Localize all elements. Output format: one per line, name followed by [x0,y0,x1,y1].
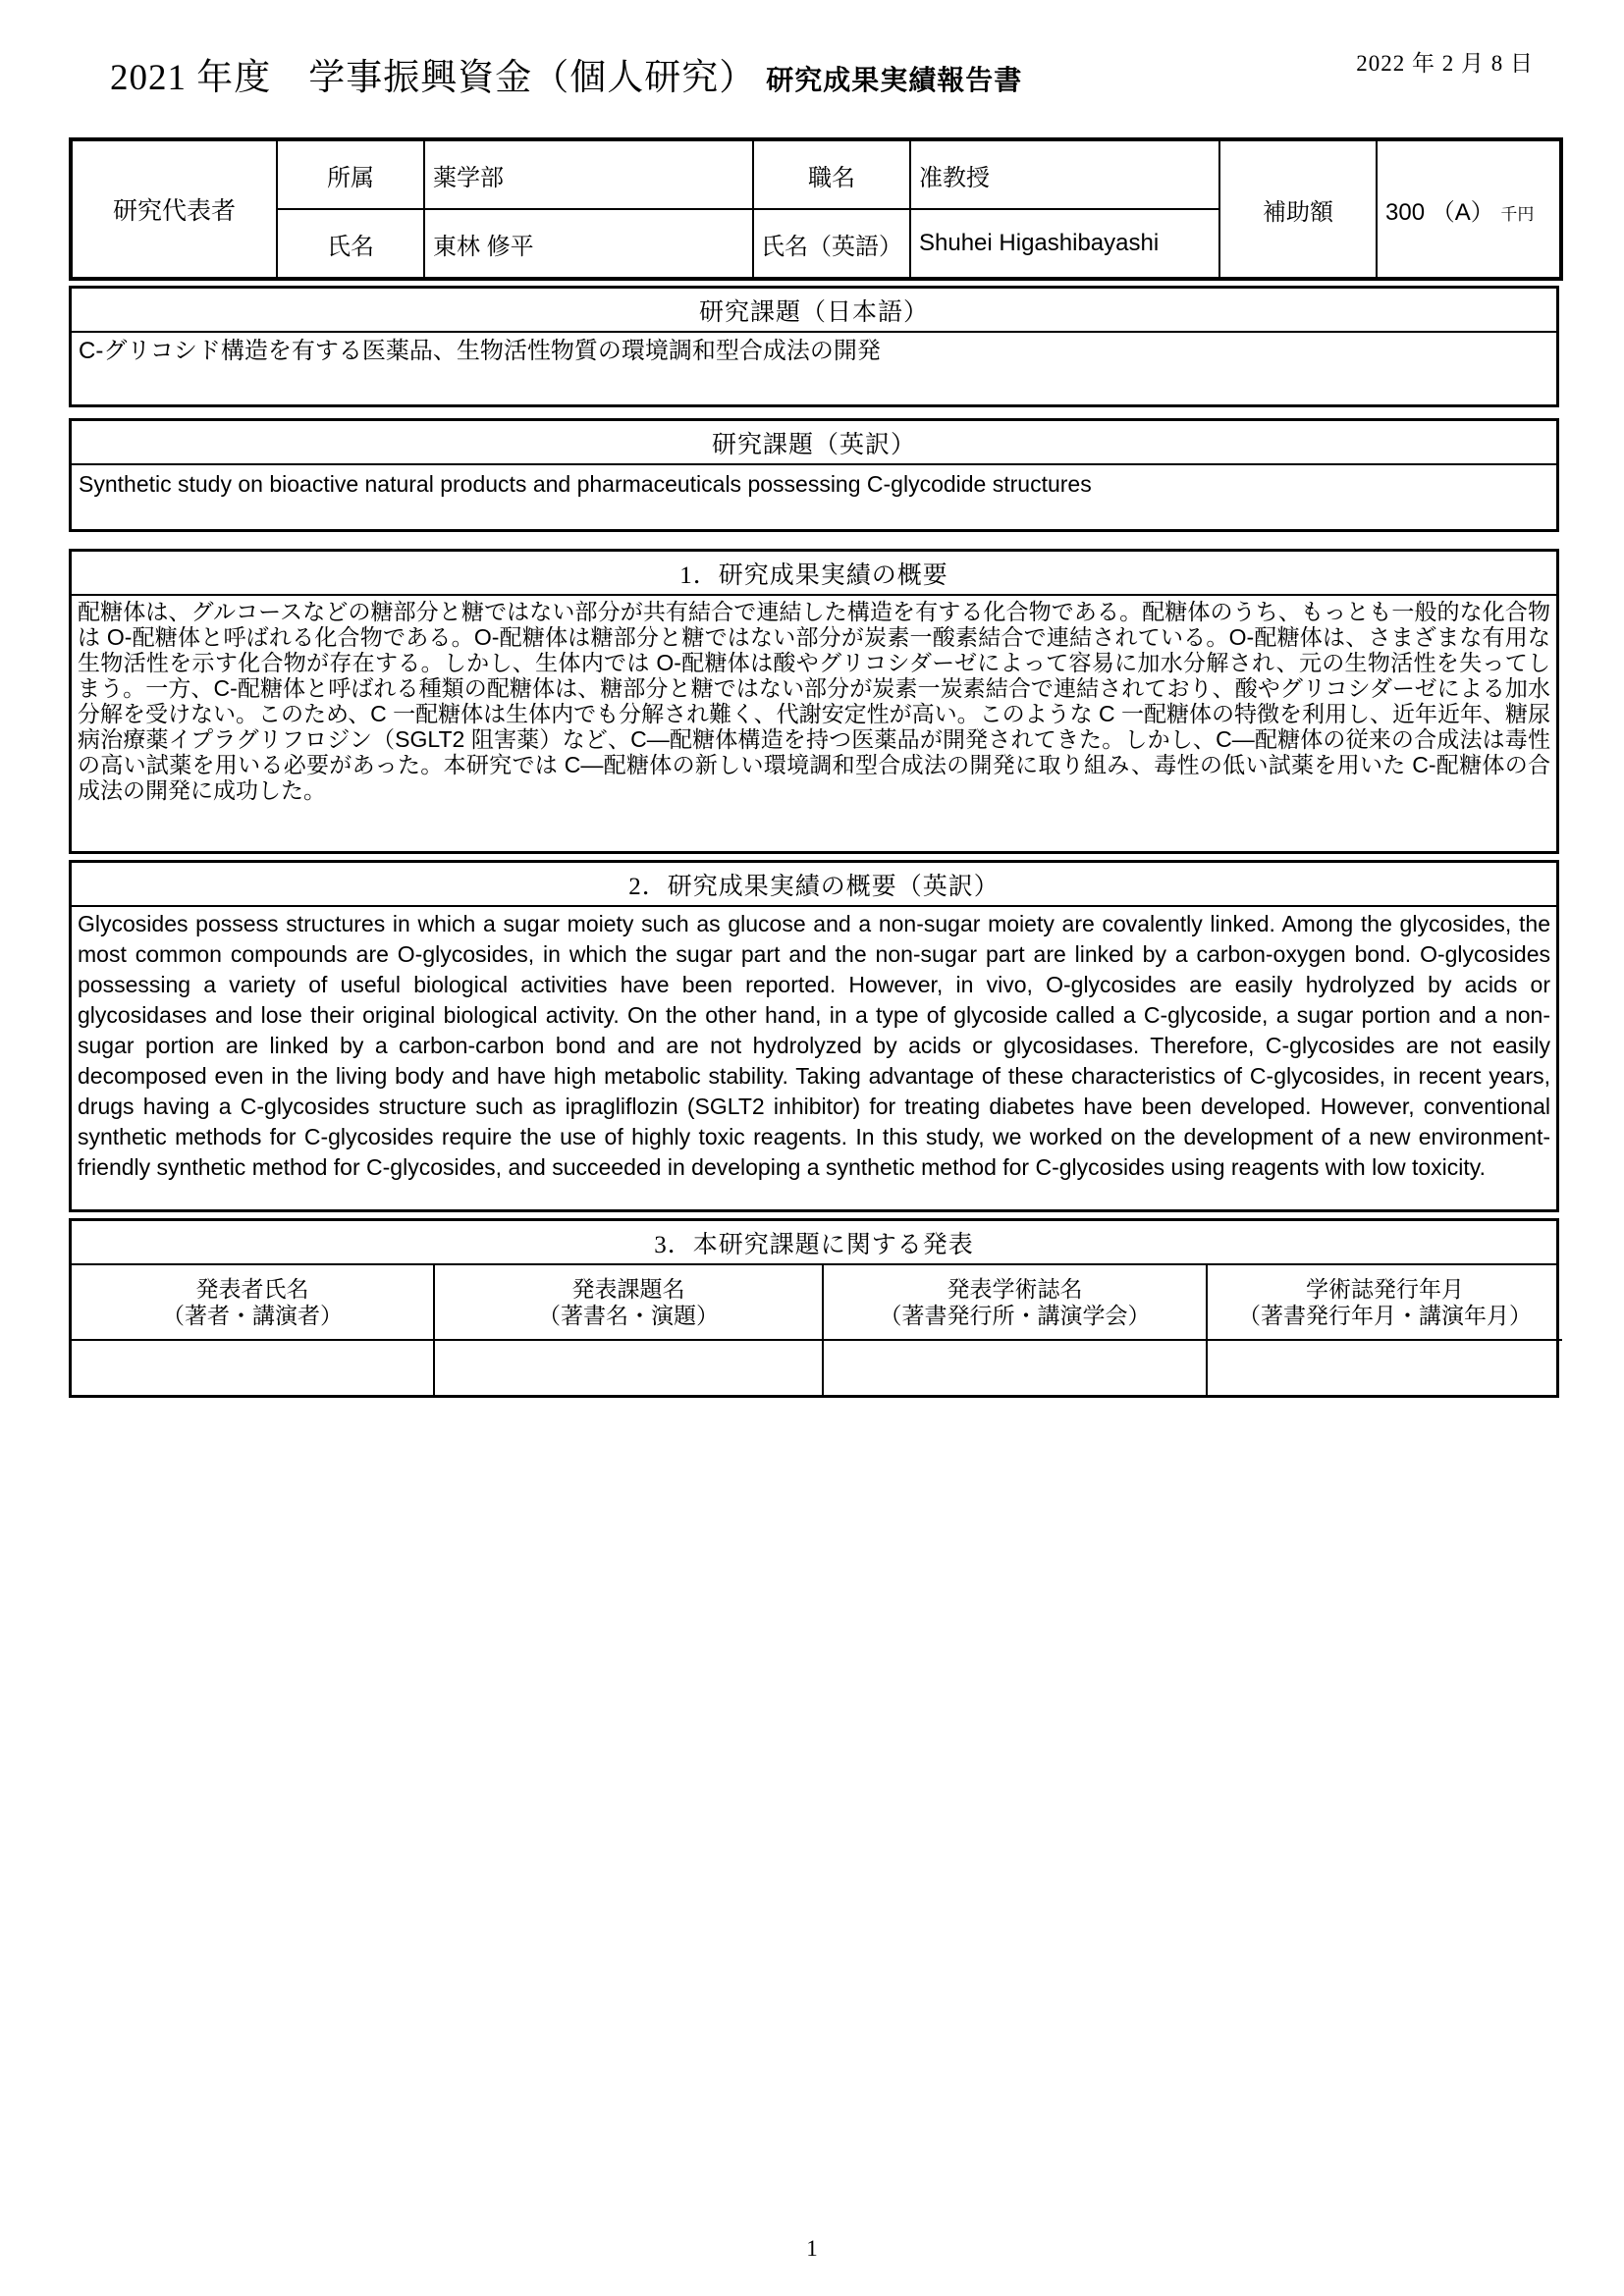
section-title-ja-body: C-グリコシド構造を有する医薬品、生物活性物質の環境調和型合成法の開発 [79,338,881,364]
section-summary-ja [69,549,1559,854]
pub-col-presenter [72,1265,434,1340]
pub-col-journal-name: 発表学術誌名 [947,1276,1083,1302]
page-title [110,47,1022,100]
pub-col-journal-sub: （著書発行所・講演学会） [879,1303,1151,1328]
pub-col-date [1207,1265,1562,1340]
affiliation-value: 薬学部 [424,139,753,209]
pub-col-journal [823,1265,1207,1340]
pub-col-title [434,1265,823,1340]
subsidy-label: 補助額 [1219,139,1377,279]
subsidy-value: 300 （A） [1385,198,1494,226]
publications-header-row [72,1265,1562,1340]
section-summary-en-header: 2．研究成果実績の概要（英訳） [72,863,1556,907]
name-label: 氏名 [277,209,424,279]
section-summary-en [69,860,1559,1212]
name-en-label: 氏名（英語） [753,209,910,279]
section-title-en-body: Synthetic study on bioactive natural products and pharmaceuticals possessing C-glycodide structures [79,471,1092,497]
section-publications [69,1218,1559,1398]
section-summary-ja-header: 1．研究成果実績の概要 [72,552,1556,596]
name-value: 東林 修平 [424,209,753,279]
section-title-en [69,418,1559,532]
section-title-en-header: 研究課題（英訳） [72,421,1556,465]
title-main: 2021 年度 学事振興資金（個人研究） [110,58,757,98]
affiliation-label: 所属 [277,139,424,209]
name-en-value: Shuhei Higashibayashi [910,209,1219,279]
publications-table [72,1265,1562,1395]
title-sub: 研究成果実績報告書 [766,66,1023,96]
representative-table [69,137,1563,281]
pub-col-date-sub: （著書発行年月・講演年月） [1238,1303,1532,1328]
publications-empty-row [72,1340,1562,1395]
subsidy-value-cell [1377,139,1561,279]
section-summary-en-body: Glycosides possess structures in which a sugar moiety such as glucose and a non-sugar moiety are covalently linked. Among the glycosides, the most common compounds are O-glycosides, in which the sugar part and the non-sugar part are linked by a carbon-oxygen bond. O-glycosides possessing a variety of useful biological activities have been reported. However, in vivo, O-glycosides are easily hydrolyzed by acids or glycosidases and lose their original biological activity. On the other hand, in a type of glycoside called a C-glycoside, a sugar portion and a non-sugar portion are linked by a carbon-carbon bond and are not hydrolyzed by acids or glycosidases. Therefore, C-glycosides are not easily decomposed even in the living body and have high metabolic stability. Taking advantage of these characteristics of C-glycosides, in recent years, drugs having a C-glycosides structure such as ipragliflozin (SGLT2 inhibitor) for treating diabetes have been developed. However, conventional synthetic methods for C-glycosides require the use of highly toxic reagents. In this study, we worked on the development of a new environment-friendly synthetic method for C-glycosides, and succeeded in developing a synthetic method for C-glycosides using reagents with low toxicity. [78,911,1550,1180]
subsidy-unit: 千円 [1500,204,1535,224]
position-value: 准教授 [910,139,1219,209]
section-publications-header: 3．本研究課題に関する発表 [72,1221,1556,1265]
pub-col-title-name: 発表課題名 [571,1276,685,1302]
section-summary-ja-body: 配糖体は、グルコースなどの糖部分と糖ではない部分が共有結合で連結した構造を有する化合物である。配糖体のうち、もっとも一般的な化合物は O-配糖体と呼ばれる化合物である。O-配糖体は糖部分と糖ではない部分が炭素一酸素結合で連結されている。O-配糖体は、さまざまな有用な生物活性を示す化合物が存在する。しかし、生体内では O-配糖体は酸やグリコシダーゼによって容易に加水分解され、元の生物活性を失ってしまう。一方、C-配糖体と呼ばれる種類の配糖体は、糖部分と糖ではない部分が炭素一炭素結合で連結されており、酸やグリコシダーゼによる加水分解を受けない。このため、C 一配糖体は生体内でも分解され難く、代謝安定性が高い。このような C 一配糖体の特徴を利用し、近年近年、糖尿病治療薬イプラグリフロジン（SGLT2 阻害薬）など、C—配糖体構造を持つ医薬品が開発されてきた。しかし、C—配糖体の従来の合成法は毒性の高い試薬を用いる必要があった。本研究では C—配糖体の新しい環境調和型合成法の開発に取り組み、毒性の低い試薬を用いた C-配糖体の合成法の開発に成功した。 [78,599,1551,803]
pub-col-title-sub: （著書名・演題） [538,1303,719,1328]
position-label: 職名 [753,139,910,209]
pub-empty-cell [1207,1340,1562,1395]
pub-col-presenter-name: 発表者氏名 [195,1276,309,1302]
pub-col-date-name: 学術誌発行年月 [1306,1276,1464,1302]
pub-empty-cell [434,1340,823,1395]
section-title-ja [69,286,1559,407]
page-number: 1 [806,2236,818,2261]
pub-empty-cell [72,1340,434,1395]
rep-row-affiliation [71,139,1561,209]
rep-row-label: 研究代表者 [71,139,277,279]
report-form [69,137,1559,1398]
section-title-ja-header: 研究課題（日本語） [72,289,1556,333]
report-date: 2022 年 2 月 8 日 [1356,51,1534,76]
pub-empty-cell [823,1340,1207,1395]
pub-col-presenter-sub: （著者・講演者） [162,1303,343,1328]
